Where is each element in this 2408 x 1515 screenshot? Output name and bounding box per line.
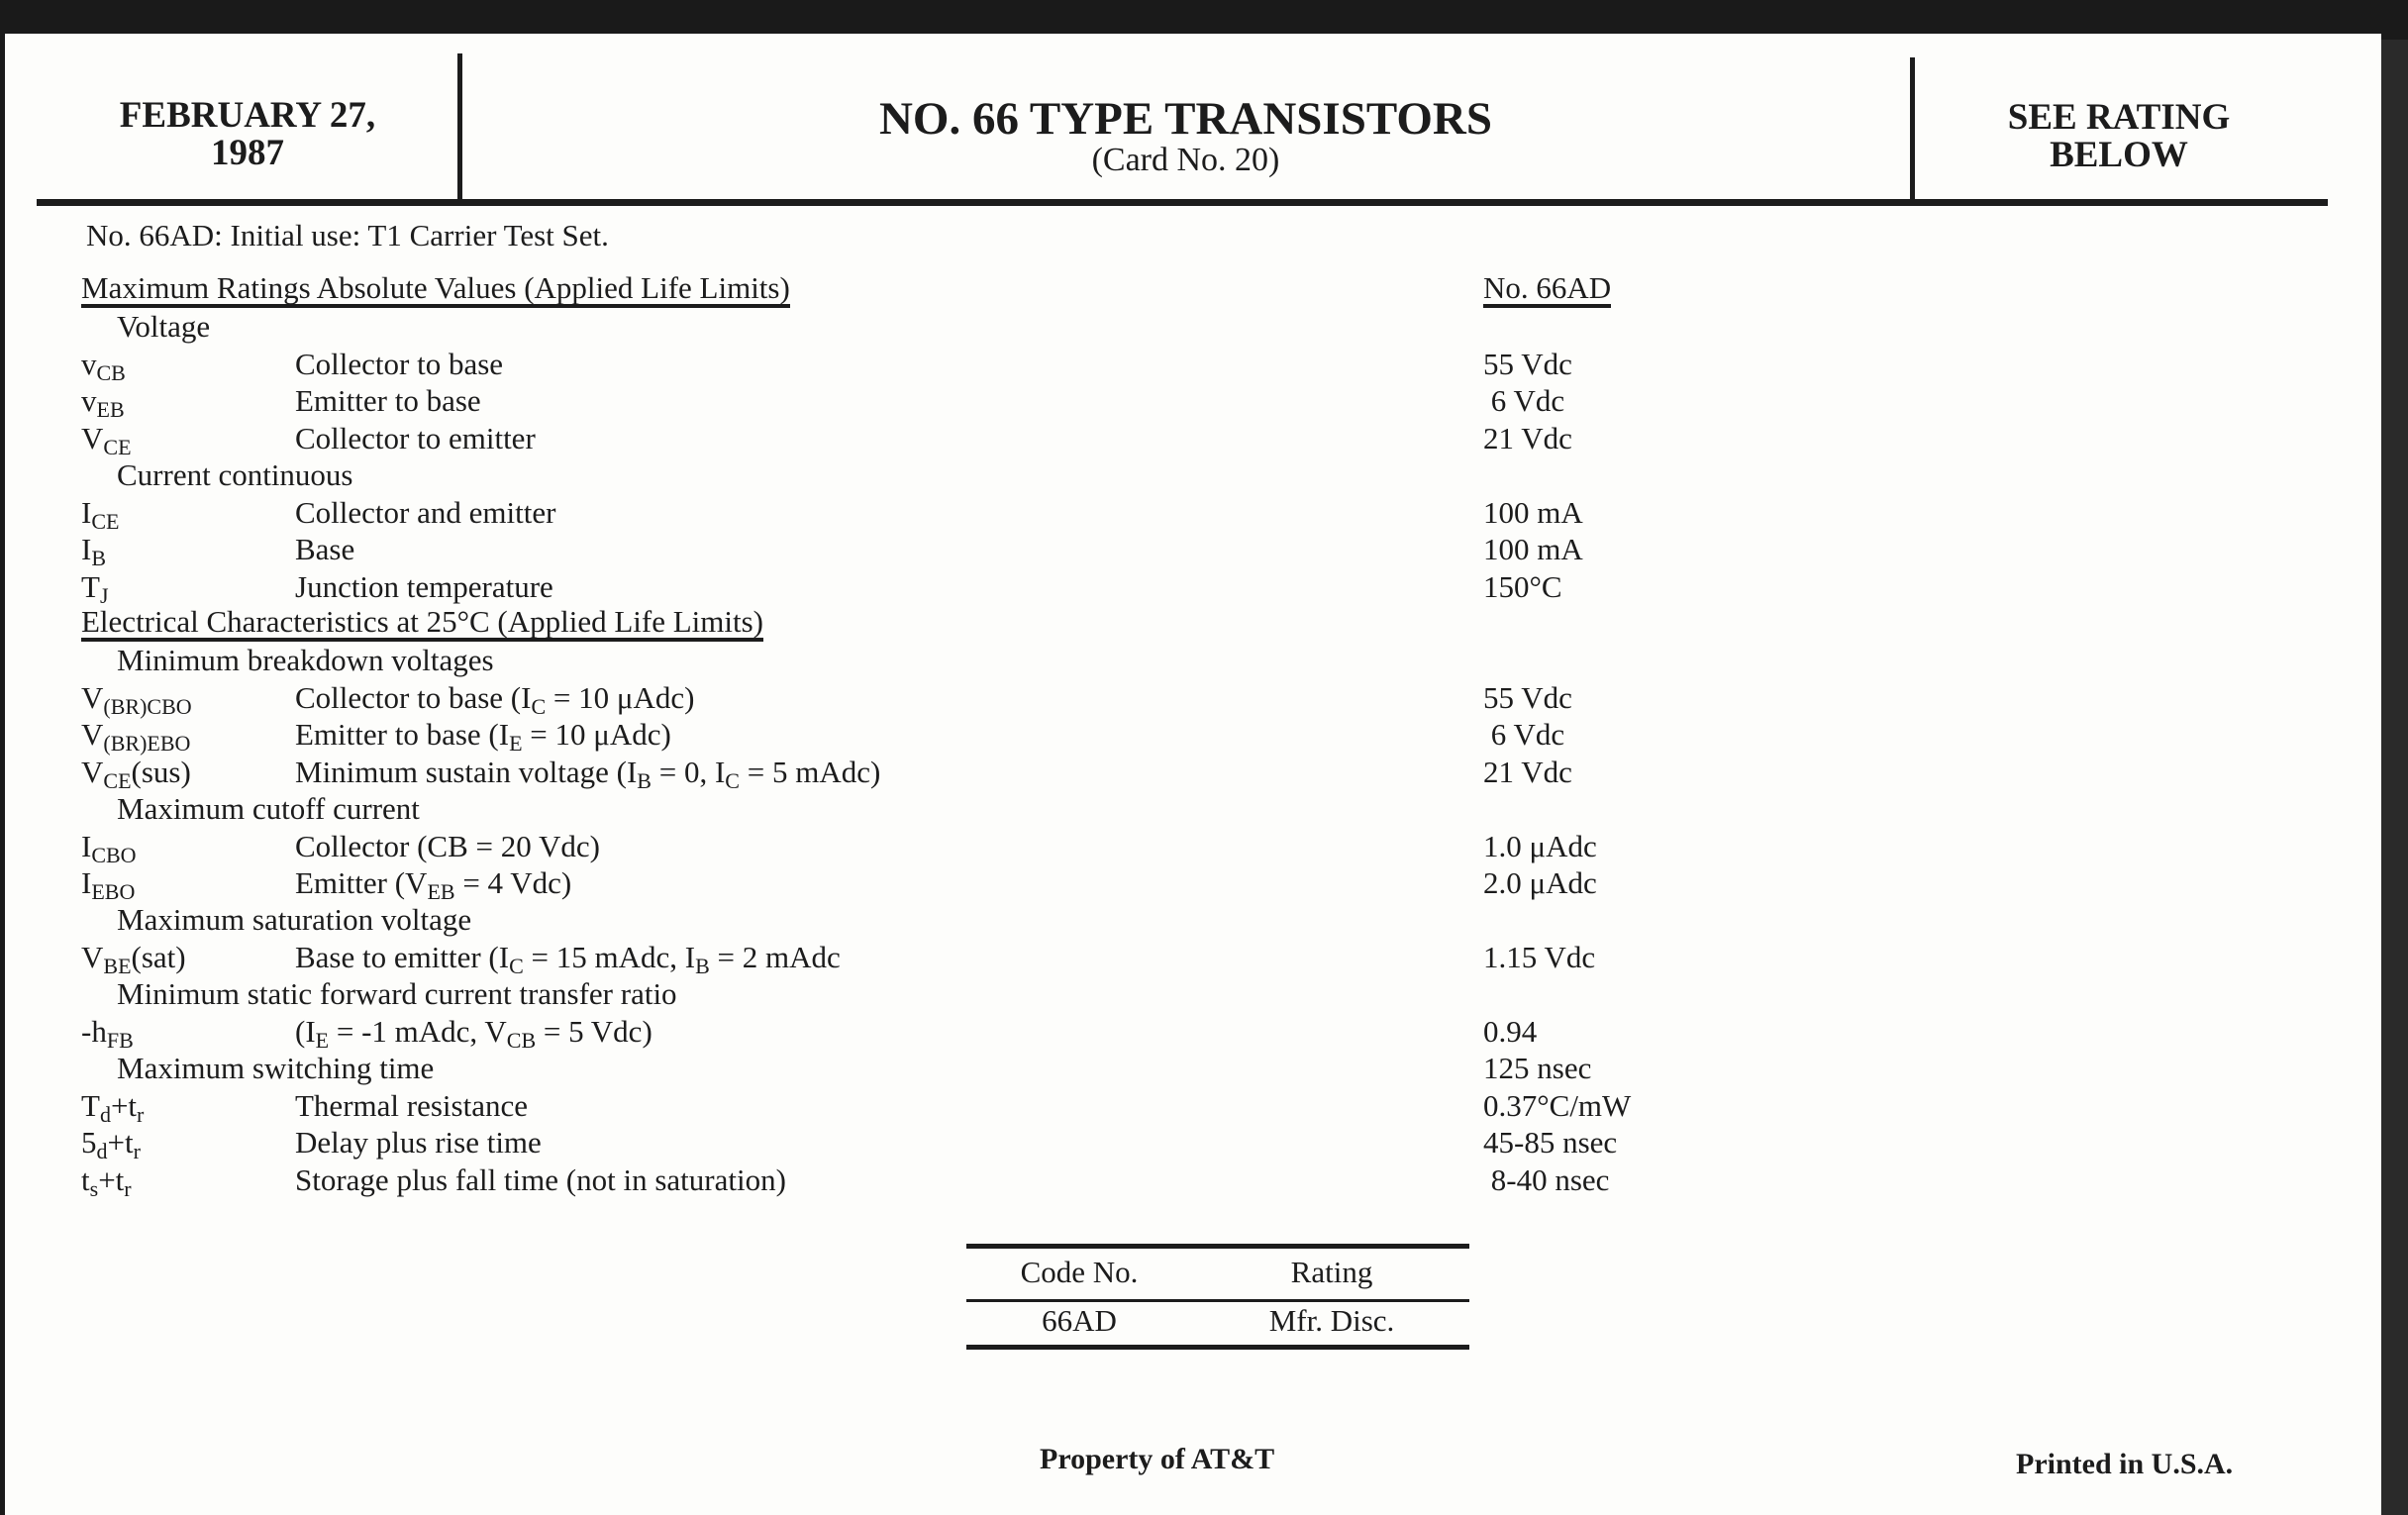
group-label: Maximum cutoff current [117, 791, 420, 827]
parameter-symbol [81, 716, 191, 757]
parameter-description [295, 939, 841, 978]
text-segment: = 0, I [651, 754, 726, 789]
parameter-value: 45-85 nsec [1483, 1125, 1618, 1161]
parameter-symbol [81, 679, 192, 719]
text-segment: +t [110, 1087, 138, 1123]
parameter-description [295, 1013, 652, 1053]
parameter-symbol [81, 531, 107, 571]
text-segment: = 5 Vdc) [536, 1013, 652, 1049]
spec-row [0, 1087, 2376, 1127]
spec-row [0, 901, 2376, 938]
value-column-heading: No. 66AD [1483, 271, 1611, 308]
parameter-value: 100 mA [1483, 494, 1583, 530]
spec-row [0, 346, 2376, 385]
spec-row [0, 308, 2376, 345]
text-segment: = 10 μAdc) [546, 679, 695, 715]
spec-row [0, 754, 2376, 793]
table-cell-rating: Mfr. Disc. [1268, 1303, 1395, 1338]
page-title: NO. 66 TYPE TRANSISTORS [878, 93, 1493, 145]
spec-row [0, 1013, 2376, 1053]
table-bottom-rule [966, 1345, 1469, 1350]
text-segment: Collector (CB = 20 Vdc) [295, 828, 600, 863]
parameter-value: 6 Vdc [1483, 383, 1565, 419]
subscript: EBO [91, 879, 136, 904]
text-segment: V [81, 939, 104, 974]
parameter-description [295, 531, 354, 567]
date-line2: 1987 [211, 133, 284, 173]
text-segment: Emitter to base (I [295, 717, 510, 753]
subscript: J [99, 582, 109, 608]
text-segment: +t [107, 1125, 134, 1161]
parameter-value: 0.37°C/mW [1483, 1087, 1632, 1123]
parameter-description [295, 754, 881, 793]
subscript: B [695, 953, 710, 978]
parameter-value: 1.0 μAdc [1483, 828, 1597, 863]
intro-text: No. 66AD: Initial use: T1 Carrier Test Set. [86, 218, 609, 252]
subscript: CE [91, 508, 120, 534]
group-label: Maximum switching time [117, 1051, 435, 1086]
text-segment: Delay plus rise time [295, 1125, 542, 1161]
subscript: CBO [91, 842, 137, 867]
parameter-value: 125 nsec [1483, 1051, 1592, 1086]
spec-row [0, 605, 2376, 642]
spec-row [0, 1162, 2376, 1201]
text-segment: 5 [81, 1125, 97, 1161]
parameter-symbol [81, 828, 137, 867]
table-header-code: Code No. [1020, 1255, 1139, 1289]
footer-printed: Printed in U.S.A. [2016, 1448, 2234, 1480]
subscript: C [725, 767, 740, 793]
header-rule [37, 199, 2328, 206]
text-segment: Collector and emitter [295, 494, 556, 530]
parameter-symbol [81, 1124, 141, 1164]
parameter-value: 2.0 μAdc [1483, 865, 1597, 900]
table-cell-code: 66AD [1042, 1303, 1117, 1338]
text-segment: v [81, 346, 97, 381]
text-segment: Emitter to base [295, 383, 481, 419]
subscript: (BR)CBO [103, 693, 192, 719]
spec-row [0, 790, 2376, 827]
parameter-value: 55 Vdc [1483, 346, 1572, 381]
text-segment: v [81, 383, 97, 419]
subscript: E [509, 731, 523, 757]
parameter-symbol [81, 1087, 145, 1127]
group-label: Minimum static forward current transfer ratio [117, 976, 677, 1012]
spec-row [0, 642, 2376, 678]
text-segment: Minimum sustain voltage (I [295, 754, 638, 789]
header-divider-right [1910, 57, 1915, 204]
parameter-symbol [81, 754, 191, 793]
parameter-value: 21 Vdc [1483, 754, 1572, 789]
text-segment: V [81, 420, 104, 455]
text-segment: T [81, 1087, 100, 1123]
spec-row [0, 456, 2376, 493]
rating-line2: BELOW [2050, 135, 2188, 175]
spec-row [0, 939, 2376, 978]
subscript: C [509, 953, 524, 978]
parameter-value: 8-40 nsec [1483, 1162, 1610, 1197]
text-segment: +t [98, 1162, 125, 1197]
subscript: B [91, 546, 107, 571]
table-header-rating: Rating [1290, 1255, 1373, 1289]
text-segment: Collector to base [295, 346, 504, 381]
text-segment: I [81, 865, 92, 900]
parameter-value: 0.94 [1483, 1013, 1538, 1049]
scan-edge [2381, 40, 2408, 1515]
parameter-value: 55 Vdc [1483, 679, 1572, 715]
spec-row [0, 1124, 2376, 1164]
spec-row [0, 975, 2376, 1012]
spec-row [0, 828, 2376, 867]
parameter-value: 21 Vdc [1483, 420, 1572, 455]
parameter-symbol [81, 494, 120, 534]
subscript: CB [96, 359, 126, 385]
subscript: C [531, 693, 547, 719]
subscript: CB [506, 1027, 537, 1053]
table-mid-rule [966, 1299, 1469, 1302]
text-segment: Base [295, 532, 355, 567]
header-divider-left [457, 53, 462, 202]
subscript: d [99, 1101, 111, 1127]
parameter-symbol [81, 346, 126, 385]
subscript: (BR)EBO [103, 731, 191, 757]
parameter-symbol [81, 864, 136, 904]
parameter-symbol [81, 568, 109, 608]
subscript: CE [103, 767, 132, 793]
text-segment: (I [295, 1013, 316, 1049]
parameter-value: 100 mA [1483, 532, 1583, 567]
text-segment: Junction temperature [295, 568, 553, 604]
subscript: r [124, 1175, 132, 1201]
spec-row [0, 420, 2376, 459]
parameter-value: 1.15 Vdc [1483, 939, 1596, 974]
spec-row [0, 271, 2376, 308]
spec-row [0, 494, 2376, 534]
parameter-description [295, 1162, 786, 1198]
rating-line1: SEE RATING [2007, 97, 2231, 138]
spec-row [0, 679, 2376, 719]
section-heading: Maximum Ratings Absolute Values (Applied Life Limits) [81, 271, 790, 308]
text-segment: = 15 mAdc, I [523, 939, 696, 974]
text-segment: I [81, 532, 92, 567]
parameter-description [295, 494, 555, 531]
text-segment: Emitter (V [295, 865, 428, 900]
parameter-value: 6 Vdc [1483, 717, 1565, 753]
spec-row [0, 382, 2376, 423]
text-segment: = -1 mAdc, V [329, 1013, 507, 1049]
spec-row [0, 864, 2376, 904]
subscript: s [89, 1175, 99, 1201]
text-segment: (sus) [131, 754, 191, 789]
parameter-description [295, 1087, 528, 1124]
spec-row [0, 531, 2376, 571]
parameter-description [295, 1124, 542, 1161]
parameter-description [295, 346, 503, 382]
parameter-description [295, 382, 481, 419]
parameter-symbol [81, 1162, 132, 1201]
text-segment: T [81, 568, 100, 604]
text-segment: Storage plus fall time (not in saturation) [295, 1162, 786, 1197]
spec-row [0, 716, 2376, 757]
group-label: Current continuous [117, 457, 353, 493]
subscript: d [96, 1139, 108, 1164]
text-segment: = 4 Vdc) [454, 865, 572, 900]
text-segment: -h [81, 1013, 107, 1049]
text-segment: t [81, 1162, 90, 1197]
subscript: FB [106, 1027, 134, 1053]
text-segment: Base to emitter (I [295, 939, 510, 974]
text-segment: V [81, 717, 104, 753]
text-segment: (sat) [131, 939, 186, 974]
section-heading: Electrical Characteristics at 25°C (Applied Life Limits) [81, 605, 763, 642]
parameter-description [295, 420, 536, 456]
text-segment: = 5 mAdc) [739, 754, 881, 789]
parameter-symbol [81, 1013, 134, 1053]
parameter-description [295, 716, 671, 757]
card-number: (Card No. 20) [1091, 142, 1280, 178]
subscript: r [137, 1101, 145, 1127]
parameter-description [295, 828, 600, 864]
parameter-value: 150°C [1483, 568, 1562, 604]
parameter-description [295, 568, 553, 605]
parameter-description [295, 864, 572, 904]
group-label: Voltage [117, 309, 211, 345]
text-segment: Collector to base (I [295, 679, 532, 715]
text-segment: I [81, 828, 92, 863]
subscript: r [133, 1139, 141, 1164]
subscript: CE [103, 434, 132, 459]
subscript: BE [103, 953, 132, 978]
subscript: EB [427, 879, 455, 904]
text-segment: = 10 μAdc) [522, 717, 671, 753]
spec-row [0, 1050, 2376, 1086]
parameter-symbol [81, 382, 125, 423]
group-label: Minimum breakdown voltages [117, 643, 494, 678]
subscript: B [637, 767, 652, 793]
subscript: E [315, 1027, 330, 1053]
text-segment: Thermal resistance [295, 1087, 528, 1123]
spec-row [0, 568, 2376, 608]
text-segment: Collector to emitter [295, 420, 536, 455]
rating-note [1916, 99, 2322, 174]
parameter-symbol [81, 420, 132, 459]
date-line1: FEBRUARY 27, [119, 95, 376, 136]
table-top-rule [966, 1244, 1469, 1249]
text-segment: I [81, 494, 92, 530]
text-segment: V [81, 754, 104, 789]
text-segment: = 2 mAdc [709, 939, 841, 974]
spec-list [0, 270, 2376, 1201]
group-label: Maximum saturation voltage [117, 902, 472, 938]
text-segment: V [81, 679, 104, 715]
issue-date [40, 97, 455, 172]
subscript: EB [96, 397, 125, 423]
footer-property: Property of AT&T [1040, 1443, 1275, 1475]
parameter-description [295, 679, 695, 719]
parameter-symbol [81, 939, 186, 978]
